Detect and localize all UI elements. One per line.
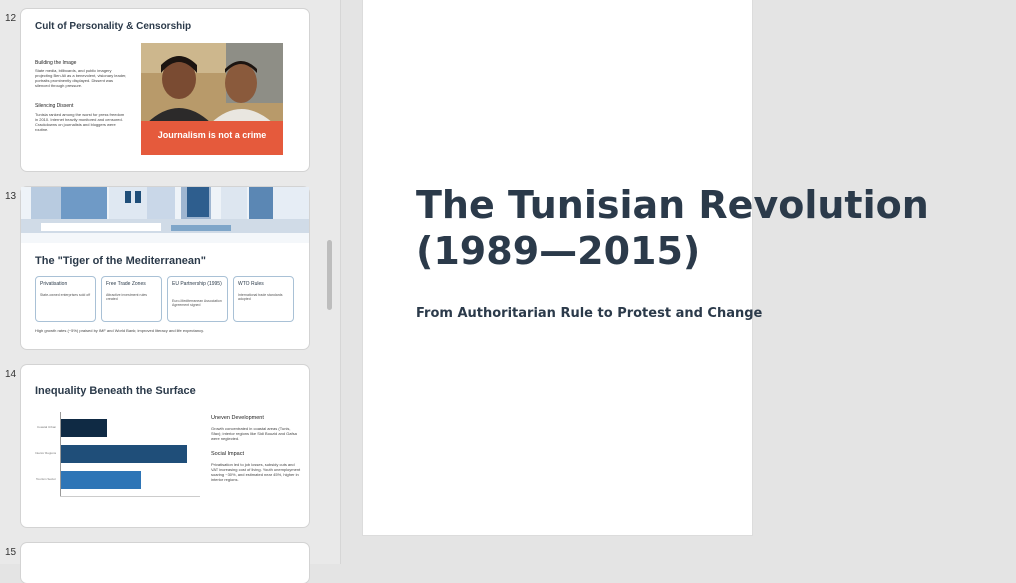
slide-footer-text: High growth rates (~5%) praised by IMF and World Bank; improved literacy and life expectancy. bbox=[35, 328, 204, 333]
slide-thumbnail-14[interactable] bbox=[21, 365, 309, 527]
sidebar-scrollbar[interactable] bbox=[327, 240, 332, 310]
slide-number: 14 bbox=[5, 369, 17, 380]
card-title: Privatisation bbox=[40, 281, 68, 287]
card-free-trade-zones bbox=[101, 276, 162, 322]
slide-thumbnail-13[interactable] bbox=[21, 187, 309, 349]
main-slide-canvas[interactable] bbox=[363, 0, 929, 535]
section-heading: Uneven Development bbox=[211, 415, 264, 421]
banner-text: Journalism is not a crime bbox=[157, 130, 267, 140]
category-label: Tourism Sector bbox=[36, 477, 57, 481]
card-text: Euro-Mediterranean Association Agreement signed bbox=[172, 299, 222, 307]
section-text: Growth concentrated in coastal areas (Tunis, Sfax); interior regions like Sidi Bouzid and Gafsa were neglected. bbox=[211, 426, 297, 441]
card-privatisation bbox=[35, 276, 96, 322]
journalists-photo bbox=[141, 43, 283, 155]
main-slide-subtitle[interactable]: From Authoritarian Rule to Protest and Change bbox=[416, 306, 763, 321]
card-title: Free Trade Zones bbox=[106, 281, 146, 287]
slide-title: Inequality Beneath the Surface bbox=[35, 385, 196, 397]
section-text: Tunisia ranked among the worst for press freedom in 2010. Internet heavily monitored and censored. Crackdowns on journalists and bloggers were routine. bbox=[35, 112, 125, 132]
chart-bar bbox=[61, 445, 187, 463]
card-text: State-owned enterprises sold off bbox=[40, 293, 91, 297]
card-wto-rules bbox=[233, 276, 294, 322]
card-text: Attractive investment rules created bbox=[106, 293, 148, 301]
card-text: International trade standards adopted bbox=[238, 293, 283, 301]
slide-number: 15 bbox=[5, 547, 17, 558]
card-title: EU Partnership (1995) bbox=[172, 281, 222, 287]
chart-axis bbox=[60, 496, 200, 497]
slide-thumbnail-panel[interactable] bbox=[0, 0, 341, 564]
section-heading: Building the Image bbox=[35, 60, 77, 66]
main-slide-title[interactable]: The Tunisian Revolution (1989—2015) bbox=[416, 183, 929, 273]
slide-title: Cult of Personality & Censorship bbox=[35, 21, 192, 32]
slide-title: The "Tiger of the Mediterranean" bbox=[35, 255, 206, 267]
slide-number: 13 bbox=[5, 191, 17, 202]
category-label: Interior Regions bbox=[35, 451, 57, 455]
slide-thumbnail-15[interactable] bbox=[21, 543, 309, 583]
section-heading: Silencing Dissent bbox=[35, 103, 74, 109]
section-text: Privatisation led to job losses, subsidy cuts and VAT increasing cost of living. Youth unemployment soaring ~30%, and estimated near 45%, higher in interior regions. bbox=[211, 462, 301, 482]
slide-number: 12 bbox=[5, 13, 17, 24]
category-label: Coastal Urban bbox=[37, 425, 57, 429]
chart-bar bbox=[61, 419, 107, 437]
chart-bar bbox=[61, 471, 141, 489]
card-eu-partnership bbox=[167, 276, 228, 322]
section-text: State media, billboards, and public imagery projecting Ben Ali as a benevolent, visionary leader, portraits prominently displayed. Dissent was silenced through pressure. bbox=[35, 68, 127, 88]
card-title: WTO Rules bbox=[238, 281, 264, 287]
section-heading: Social Impact bbox=[211, 451, 245, 457]
slogan-banner bbox=[141, 121, 283, 155]
slide-thumbnail-12[interactable] bbox=[21, 9, 309, 171]
city-illustration bbox=[21, 187, 309, 243]
